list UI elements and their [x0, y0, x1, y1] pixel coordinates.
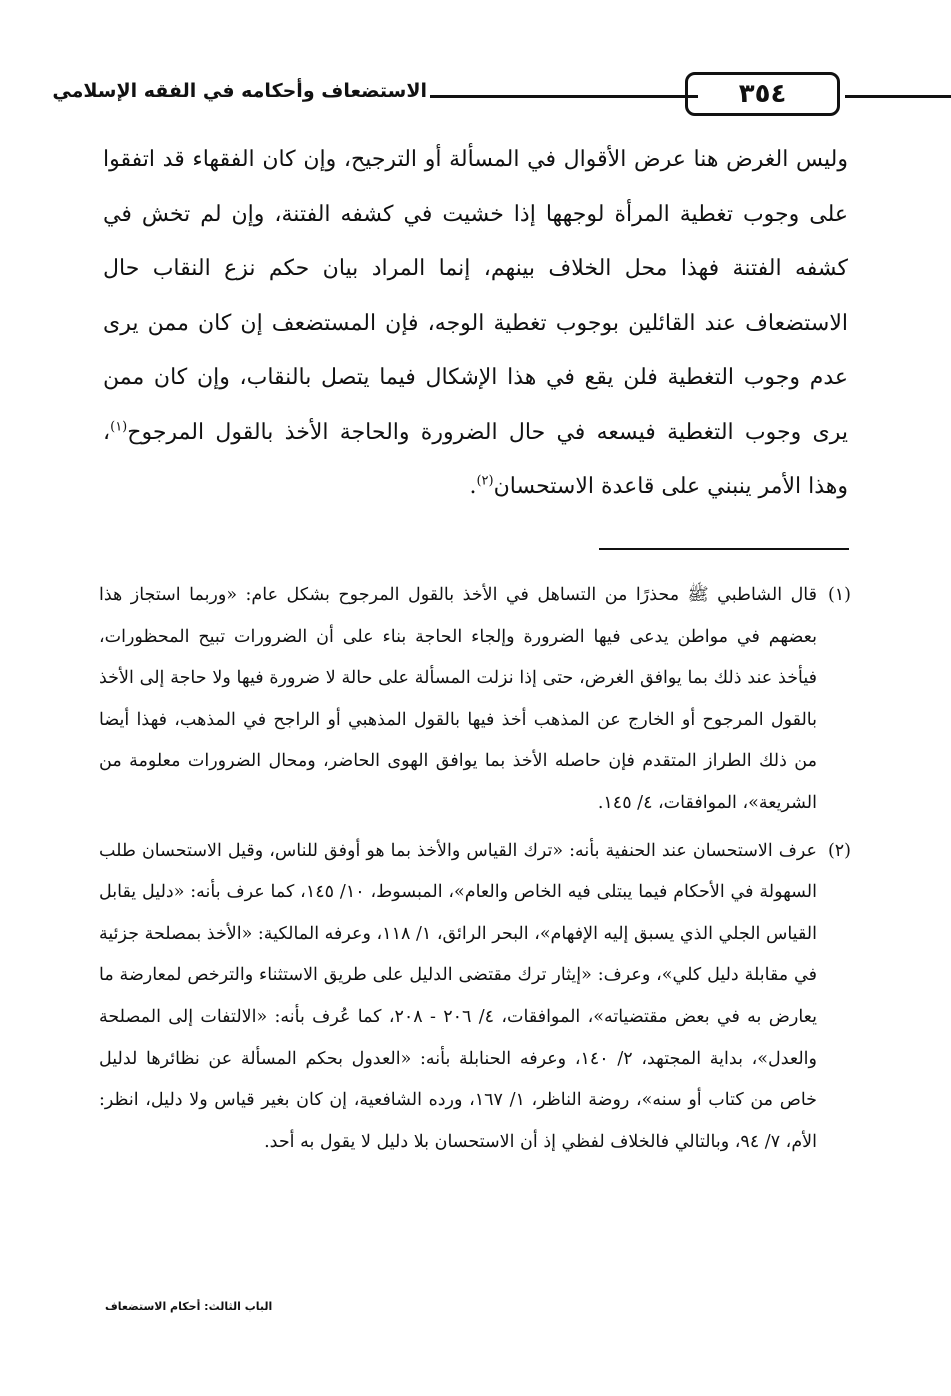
footnote-ref-1[interactable]: (١): [110, 419, 128, 435]
footnote-number: (٢): [827, 840, 851, 861]
footnote-number: (١): [827, 585, 851, 605]
body-text-end: .: [469, 474, 477, 499]
footnote-separator: [599, 548, 849, 550]
running-title: الاستضعاف وأحكامه في الفقه الإسلامي: [52, 80, 427, 102]
footnote-2: [99, 831, 851, 1164]
page-header: [52, 72, 853, 122]
body-text-part-2: ، وهذا الأمر ينبني على قاعدة الاستحسان: [103, 419, 848, 499]
footnote-text: قال الشاطبي ﷺ محذرًا من التساهل في الأخذ بالقول المرجوح بشكل عام: «وربما استجاز هذا بعضهم في مواطن يدعى فيها الضرورة وإلجاء الحاجة بناء على أن الضرورات تبيح المحظورات، فيأخذ عند ذلك بما يوافق الغرض، حتى إذا نزلت المسألة على حالة لا ضرورة فيها ولا حاجة إلى الأخذ بالقول المرجوح أو الخارج عن المذهب أخذ فيها بالقول المذهبي أو الراجح في المذهب، فهذا أيضا من ذلك الطراز المتقدم فإن حاصله الأخذ بما يوافق الهوى الحاضر، ومحال الضرورات معلومة من الشريعة»، الموافقات، ٤/ ١٤٥.: [99, 585, 817, 813]
header-rule-right: [845, 95, 951, 98]
body-text-part-1: وليس الغرض هنا عرض الأقوال في المسألة أو الترجيح، وإن كان الفقهاء قد اتفقوا على وجوب تغطية المرأة لوجهها إذا خشيت في كشفه الفتنة، وإن لم تخش في كشفه الفتنة فهذا محل الخلاف بينهم، إنما المراد بيان حكم نزع النقاب حال الاستضعاف عند القائلين بوجوب تغطية الوجه، فإن المستضعف إن كان ممن يرى عدم وجوب التغطية فلن يقع في هذا الإشكال فيما يتصل بالنقاب، وإن كان ممن يرى وجوب التغطية فيسعه في حال الضرورة والحاجة الأخذ بالقول المرجوح: [103, 147, 849, 445]
page-number: ٣٥٤: [685, 72, 840, 116]
chapter-footer: الباب الثالث: أحكام الاستضعاف: [105, 1300, 273, 1313]
footnote-1: [99, 575, 851, 825]
footnotes: [99, 575, 851, 1169]
footnote-ref-2[interactable]: (٢): [476, 473, 494, 489]
main-paragraph: [103, 133, 848, 515]
header-rule-left: [430, 95, 698, 98]
footnote-text: عرف الاستحسان عند الحنفية بأنه: «ترك القياس والأخذ بما هو أوفق للناس، وقيل الاستحسان طلب السهولة في الأحكام فيما يبتلى فيه الخاص والعام»، المبسوط، ١٠/ ١٤٥، كما عرف بأنه: «دليل يقابل القياس الجلي الذي يسبق إليه الإفهام»، البحر الرائق، ١/ ١١٨، وعرفه المالكية: «الأخذ بمصلحة جزئية في مقابلة دليل كلي»، وعرف: «إيثار ترك مقتضى الدليل على طريق الاستثناء والترخص لمعارضة ما يعارض به في بعض مقتضياته»، الموافقات، ٤/ ٢٠٦ - ٢٠٨، كما عُرف بأنه: «الالتفات إلى المصلحة والعدل»، بداية المجتهد، ٢/ ١٤٠، وعرفه الحنابلة بأنه: «العدول بحكم المسألة عن نظائرها لدليل خاص من كتاب أو سنه»، روضة الناظر، ١/ ١٦٧، ورده الشافعية، إن كان بغير قياس ولا دليل، انظر: الأم، ٧/ ٩٤، وبالتالي فالخلاف لفظي إذ أن الاستحسان بلا دليل لا يقول به أحد.: [99, 840, 817, 1152]
